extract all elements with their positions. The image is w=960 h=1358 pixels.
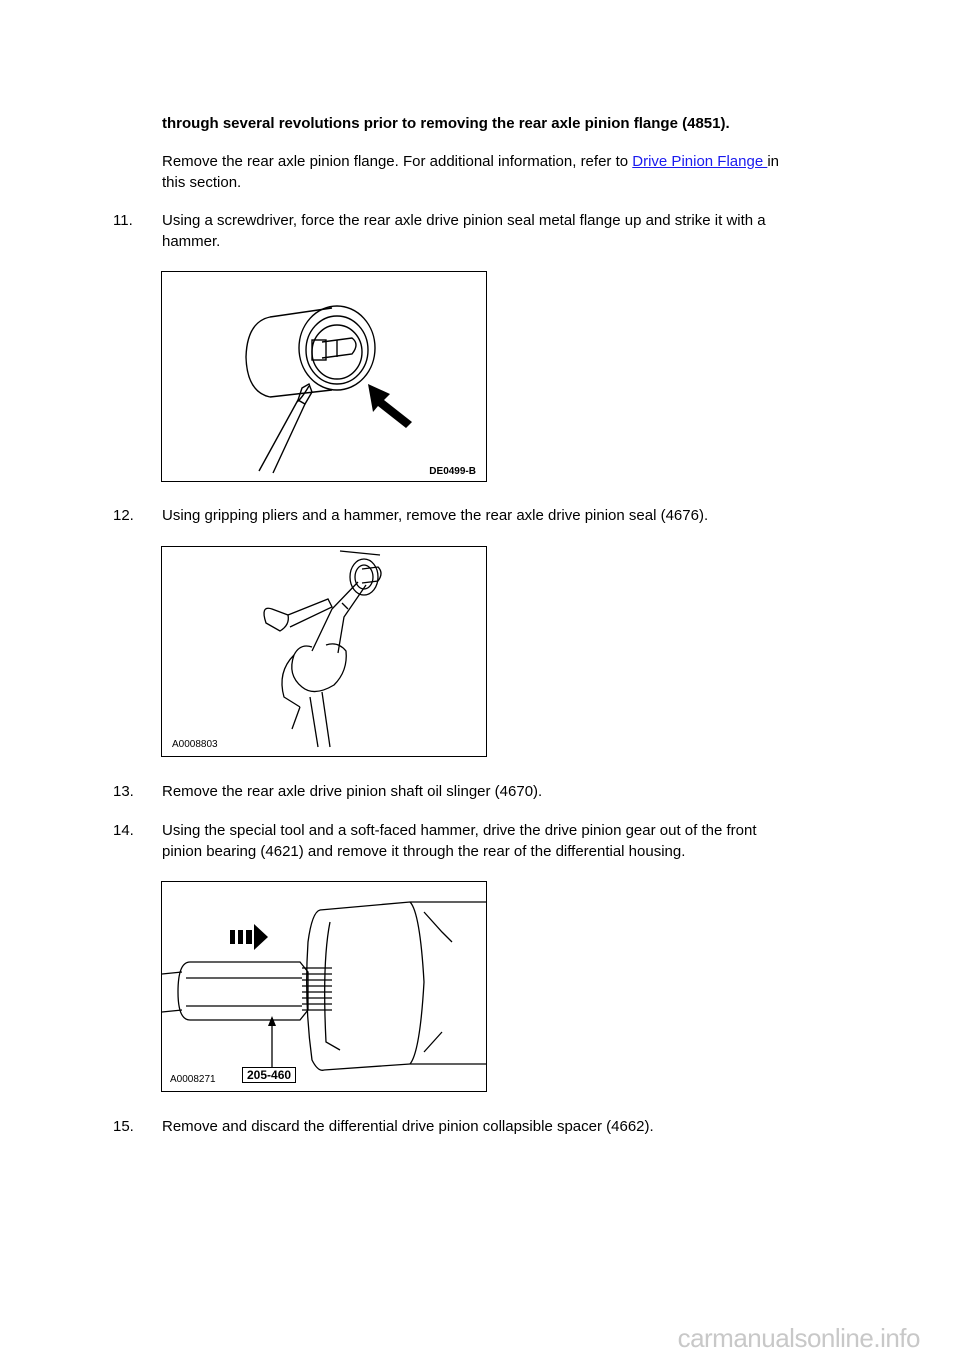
step-text-line1: Remove and discard the differential drive pinion collapsible spacer (4662).: [162, 1118, 654, 1135]
step-text-line1: Remove the rear axle drive pinion shaft oil slinger (4670).: [162, 783, 543, 800]
step-number: 12.: [113, 507, 134, 524]
pliers-hammer-illustration: [162, 547, 486, 756]
step-text-line2: hammer.: [162, 233, 221, 250]
special-tool-illustration: [162, 882, 486, 1091]
intro-text-before-link: Remove the rear axle pinion flange. For additional information, refer to: [162, 153, 633, 170]
intro-remove-flange-line2: this section.: [162, 174, 242, 191]
step-number: 15.: [113, 1118, 134, 1135]
figure-code-label: A0008803: [172, 739, 218, 750]
intro-text-after-link: in: [767, 153, 780, 170]
figure-code-label: A0008271: [170, 1074, 216, 1085]
site-watermark: carmanualsonline.info: [677, 1323, 920, 1353]
step-text-line1: Using a screwdriver, force the rear axle drive pinion seal metal flange up and strike it with a: [162, 212, 766, 229]
drive-pinion-flange-link[interactable]: Drive Pinion Flange: [632, 153, 768, 170]
figure-pliers-hammer: [161, 546, 487, 757]
figure-special-tool-drive: [161, 881, 487, 1092]
intro-remove-flange-text: [162, 151, 779, 173]
figure-screwdriver-seal: [161, 271, 487, 482]
step-text-line1: Using gripping pliers and a hammer, remove the rear axle drive pinion seal (4676).: [162, 507, 709, 524]
screwdriver-seal-illustration: [162, 272, 486, 481]
step-number: 13.: [113, 783, 134, 800]
step-number: 11.: [113, 212, 133, 229]
step-text-line1: Using the special tool and a soft-faced hammer, drive the drive pinion gear out of the front: [162, 822, 757, 839]
step-number: 14.: [113, 822, 134, 839]
tool-number-label: 205-460: [242, 1067, 296, 1083]
figure-code-label: DE0499-B: [429, 466, 476, 477]
step-text-line2: pinion bearing (4621) and remove it through the rear of the differential housing.: [162, 843, 686, 860]
intro-bold-line: through several revolutions prior to removing the rear axle pinion flange (4851).: [162, 115, 730, 132]
